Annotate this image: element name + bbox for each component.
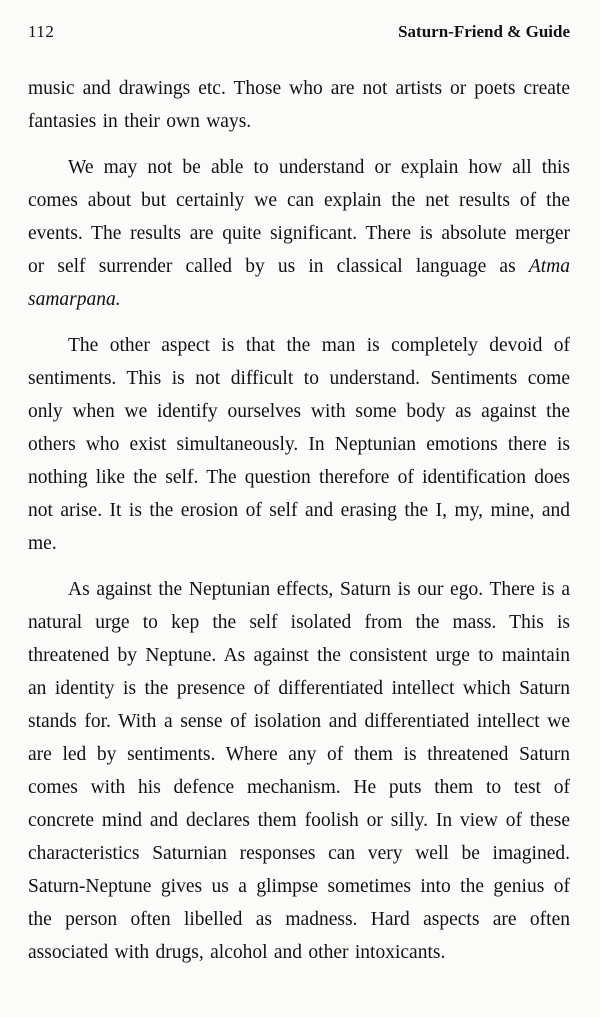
paragraph-continuation: music and drawings etc. Those who are not artists or poets create fantasies in their own ways. xyxy=(28,78,570,132)
body-text xyxy=(28,72,570,969)
paragraph-sentiments: The other aspect is that the man is completely devoid of sentiments. This is not difficult to understand. Sentiments come only when we identify ourselves with some body as against the others who exist simultaneously. In Neptunian emotions there is nothing like the self. The question therefore of identification does not arise. It is the erosion of self and erasing the I, my, mine, and me. xyxy=(28,335,570,554)
paragraph-text: We may not be able to understand or explain how all this comes about but certainly we can explain the net results of the events. The results are quite significant. There is absolute merger or self surrender called by us in classical language as xyxy=(28,157,570,277)
page-number: 112 xyxy=(28,22,55,41)
running-title: Saturn-Friend & Guide xyxy=(398,22,570,41)
paragraph-atma-samarpana xyxy=(28,151,570,316)
page-header xyxy=(28,22,570,42)
paragraph-saturn-ego: As against the Neptunian effects, Saturn is our ego. There is a natural urge to kep the self isolated from the mass. This is threatened by Neptune. As against the consistent urge to maintain an identity is the presence of differentiated intellect which Saturn stands for. With a sense of isolation and differentiated intellect we are led by sentiments. Where any of them is threatened Saturn comes with his defence mechanism. He puts them to test of concrete mind and declares them foolish or silly. In view of these characteristics Saturnian responses can very well be imagined. Saturn-Neptune gives us a glimpse sometimes into the genius of the person often libelled as madness. Hard aspects are often associated with drugs, alcohol and other intoxicants. xyxy=(28,579,570,963)
italic-phrase: Atma samarpana. xyxy=(28,256,570,310)
